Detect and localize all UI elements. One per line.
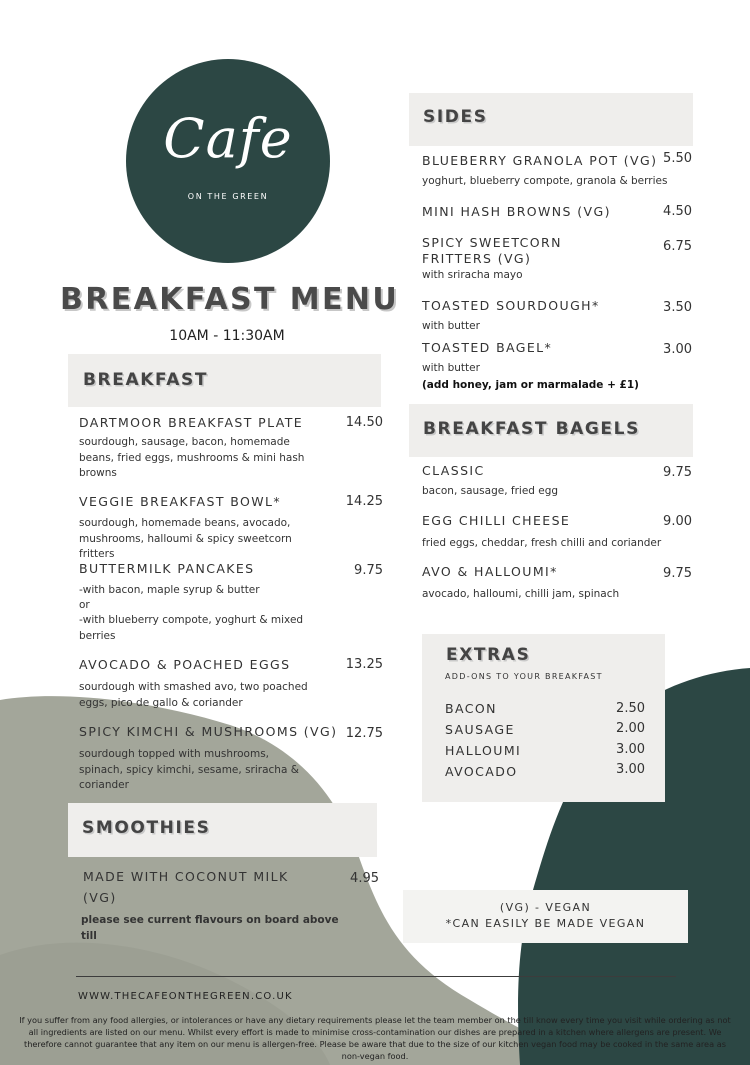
- sides-item-desc: with sriracha mayo: [422, 269, 523, 281]
- extras-heading: EXTRAS: [446, 645, 531, 665]
- menu-hours: 10AM - 11:30AM: [169, 328, 285, 344]
- sides-item-desc: yoghurt, blueberry compote, granola & berries: [422, 175, 668, 187]
- vegan-key-line2: *CAN EASILY BE MADE VEGAN: [445, 917, 646, 930]
- bagels-item-name: AVO & HALLOUMI*: [422, 564, 558, 579]
- bagels-item-price: 9.00: [663, 514, 692, 529]
- sides-item-price: 5.50: [663, 151, 692, 166]
- vegan-key-line1: (VG) - VEGAN: [499, 901, 592, 914]
- cafe-logo: [126, 59, 330, 263]
- breakfast-item-desc: sourdough topped with mushrooms, spinach, spicy kimchi, sesame, sriracha & coriander: [79, 748, 299, 791]
- breakfast-item-desc: or: [79, 599, 90, 611]
- breakfast-item-desc: sourdough, sausage, bacon, homemade beans, fried eggs, mushrooms & mini hash browns: [79, 436, 305, 479]
- sides-item-price: 4.50: [663, 204, 692, 219]
- sides-item-price: 3.50: [663, 300, 692, 315]
- breakfast-item-price: 14.50: [345, 415, 383, 430]
- breakfast-item-price: 14.25: [345, 494, 383, 509]
- website-url[interactable]: WWW.THECAFEONTHEGREEN.CO.UK: [78, 991, 293, 1002]
- extras-item-price: 3.00: [616, 742, 645, 757]
- allergen-disclaimer: If you suffer from any food allergies, or intolerances or have any dietary requirements please let the team member on the till know every time you visit while ordering as not all ingredients are listed on our menu. Whilst every effort is made to minimise cross-contamination our dishes are prepared in a kitchen where allergens are present. We therefore cannot guarantee that any item on our menu is allergen-free. Please be aware that due to the size of our kitchen vegan food may be cooked in the same area as non-vegan food.: [19, 1015, 731, 1061]
- smoothies-item-name: MADE WITH COCONUT MILK (VG): [83, 869, 289, 905]
- extras-item-price: 3.00: [616, 762, 645, 777]
- sides-item-desc: with butter: [422, 320, 480, 332]
- breakfast-item-desc: -with bacon, maple syrup & butter: [79, 584, 260, 596]
- smoothies-note: please see current flavours on board above till: [81, 914, 339, 942]
- sides-item-name: SPICY SWEETCORN FRITTERS (VG): [422, 235, 562, 266]
- footer-divider: [76, 976, 676, 977]
- sides-item-price: 6.75: [663, 239, 692, 254]
- sides-item-desc: with butter: [422, 362, 480, 374]
- smoothies-item-price: 4.95: [350, 871, 379, 886]
- bagels-item-price: 9.75: [663, 566, 692, 581]
- sides-item-note: (add honey, jam or marmalade + £1): [422, 379, 639, 391]
- sides-heading: SIDES: [423, 107, 488, 127]
- smoothies-heading: SMOOTHIES: [82, 818, 211, 838]
- extras-subheading: ADD-ONS TO YOUR BREAKFAST: [445, 672, 603, 681]
- extras-item-name: AVOCADO: [445, 764, 518, 779]
- extras-item-price: 2.00: [616, 721, 645, 736]
- bagels-item-name: CLASSIC: [422, 463, 485, 478]
- breakfast-heading: BREAKFAST: [83, 370, 209, 390]
- breakfast-item-name: DARTMOOR BREAKFAST PLATE: [79, 415, 304, 430]
- extras-item-name: BACON: [445, 701, 497, 716]
- breakfast-item-name: SPICY KIMCHI & MUSHROOMS (VG): [79, 724, 338, 739]
- bagels-item-desc: avocado, halloumi, chilli jam, spinach: [422, 588, 620, 600]
- bagels-item-desc: bacon, sausage, fried egg: [422, 485, 559, 497]
- breakfast-item-price: 13.25: [345, 657, 383, 672]
- sides-item-name: BLUEBERRY GRANOLA POT (VG): [422, 153, 658, 168]
- breakfast-item-name: VEGGIE BREAKFAST BOWL*: [79, 494, 281, 509]
- breakfast-item-price: 12.75: [345, 726, 383, 741]
- bagels-heading: BREAKFAST BAGELS: [423, 419, 640, 439]
- bagels-item-price: 9.75: [663, 465, 692, 480]
- sides-item-name: MINI HASH BROWNS (VG): [422, 204, 611, 219]
- breakfast-item-name: AVOCADO & POACHED EGGS: [79, 657, 291, 672]
- logo-subtitle: ON THE GREEN: [187, 192, 269, 201]
- extras-item-price: 2.50: [616, 701, 645, 716]
- bagels-item-desc: fried eggs, cheddar, fresh chilli and coriander: [422, 537, 662, 549]
- menu-title: BREAKFAST MENU: [60, 282, 400, 317]
- breakfast-item-desc: sourdough, homemade beans, avocado, mushrooms, halloumi & spicy sweetcorn fritters: [79, 517, 292, 560]
- breakfast-item-desc: -with blueberry compote, yoghurt & mixed berries: [79, 614, 304, 642]
- logo-script-text: Cafe: [163, 107, 293, 170]
- bagels-item-name: EGG CHILLI CHEESE: [422, 513, 571, 528]
- sides-item-price: 3.00: [663, 342, 692, 357]
- breakfast-item-price: 9.75: [354, 563, 383, 578]
- extras-item-name: HALLOUMI: [445, 743, 522, 758]
- breakfast-item-desc: sourdough with smashed avo, two poached eggs, pico de gallo & coriander: [79, 681, 308, 709]
- sides-item-name: TOASTED BAGEL*: [422, 340, 553, 355]
- sides-item-name: TOASTED SOURDOUGH*: [422, 298, 600, 313]
- extras-item-name: SAUSAGE: [445, 722, 515, 737]
- breakfast-item-name: BUTTERMILK PANCAKES: [79, 561, 255, 576]
